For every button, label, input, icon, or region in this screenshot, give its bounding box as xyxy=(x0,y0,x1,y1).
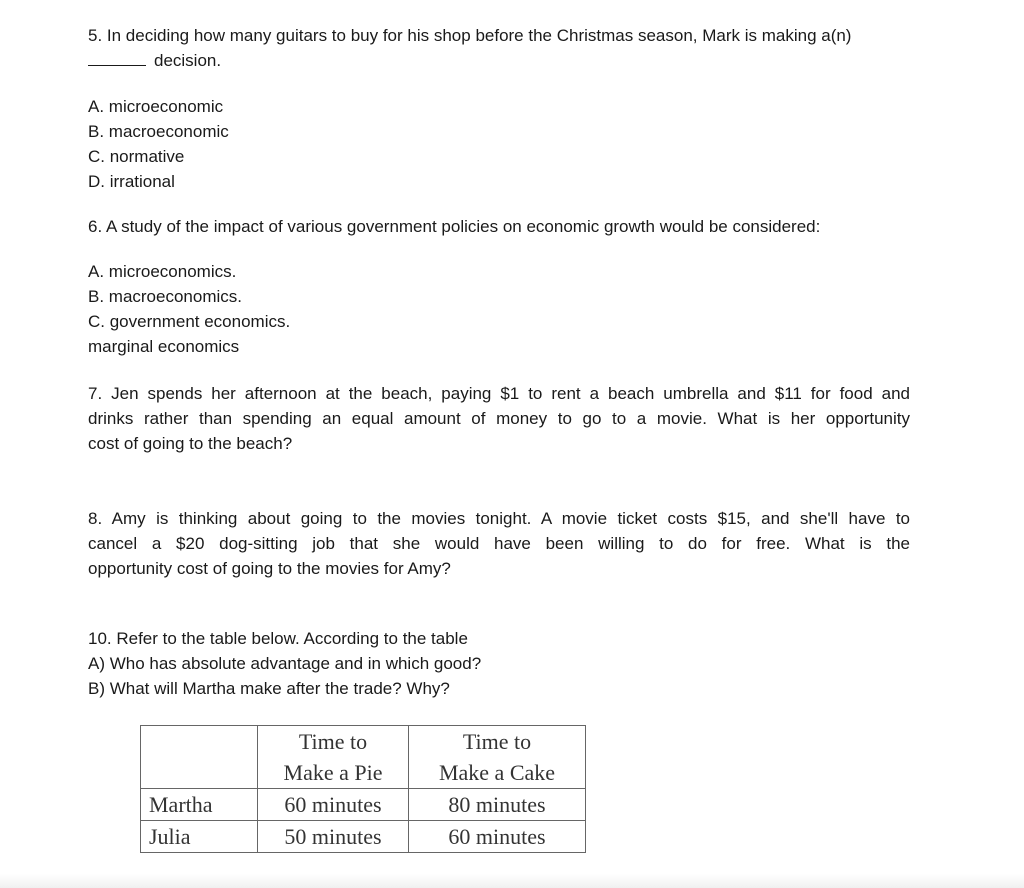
production-time-table xyxy=(140,725,586,853)
question-7-line2: drinks rather than spending an equal amount of money to go to a movie. What is her opportunity xyxy=(88,409,910,428)
question-7-line1: 7. Jen spends her afternoon at the beach, paying $1 to rent a beach umbrella and $11 for food and xyxy=(88,384,910,403)
header-cake xyxy=(409,726,586,789)
header-pie xyxy=(258,726,409,789)
option-d: marginal economics xyxy=(88,337,240,356)
question-8 xyxy=(88,506,910,581)
question-5-stem-line1: 5. In deciding how many guitars to buy for his shop before the Christmas season, Mark is making a(n) xyxy=(88,26,852,45)
row-name: Martha xyxy=(141,789,258,821)
question-6 xyxy=(88,214,910,239)
question-6-options xyxy=(88,259,910,359)
option-d: D. irrational xyxy=(88,172,175,191)
header-pie-line2: Make a Pie xyxy=(283,760,383,785)
question-8-line1: 8. Amy is thinking about going to the movies tonight. A movie ticket costs $15, and she'll have to xyxy=(88,509,910,528)
option-b: B. macroeconomic xyxy=(88,122,229,141)
question-10-part-a: A) Who has absolute advantage and in which good? xyxy=(88,654,482,673)
page-bottom-shadow xyxy=(0,874,1024,888)
answer-blank xyxy=(88,51,146,66)
pie-time: 60 minutes xyxy=(258,789,409,821)
option-c: C. normative xyxy=(88,147,185,166)
question-10-part-b: B) What will Martha make after the trade? Why? xyxy=(88,679,450,698)
cake-time: 60 minutes xyxy=(409,821,586,853)
question-5-stem-line2-text: decision. xyxy=(154,51,222,70)
question-5 xyxy=(88,23,910,73)
pie-time: 50 minutes xyxy=(258,821,409,853)
row-name: Julia xyxy=(141,821,258,853)
header-pie-line1: Time to xyxy=(298,729,368,754)
option-b: B. macroeconomics. xyxy=(88,287,242,306)
question-10 xyxy=(88,626,910,701)
option-a: A. microeconomic xyxy=(88,97,224,116)
question-10-stem: 10. Refer to the table below. According to the table xyxy=(88,629,468,648)
option-a: A. microeconomics. xyxy=(88,262,237,281)
table-header-row xyxy=(141,726,586,789)
table-row xyxy=(141,789,586,821)
question-7 xyxy=(88,381,910,456)
question-8-line3: opportunity cost of going to the movies for Amy? xyxy=(88,559,451,578)
question-5-stem-line2 xyxy=(88,48,910,73)
option-c: C. government economics. xyxy=(88,312,291,331)
question-8-line2: cancel a $20 dog-sitting job that she would have been willing to do for free. What is the xyxy=(88,534,910,553)
question-5-options xyxy=(88,94,910,194)
header-cake-line2: Make a Cake xyxy=(438,760,556,785)
cake-time: 80 minutes xyxy=(409,789,586,821)
header-cake-line1: Time to xyxy=(462,729,532,754)
table-row xyxy=(141,821,586,853)
table-corner-cell xyxy=(141,726,258,789)
question-6-stem: 6. A study of the impact of various government policies on economic growth would be considered: xyxy=(88,217,821,236)
question-7-line3: cost of going to the beach? xyxy=(88,434,293,453)
